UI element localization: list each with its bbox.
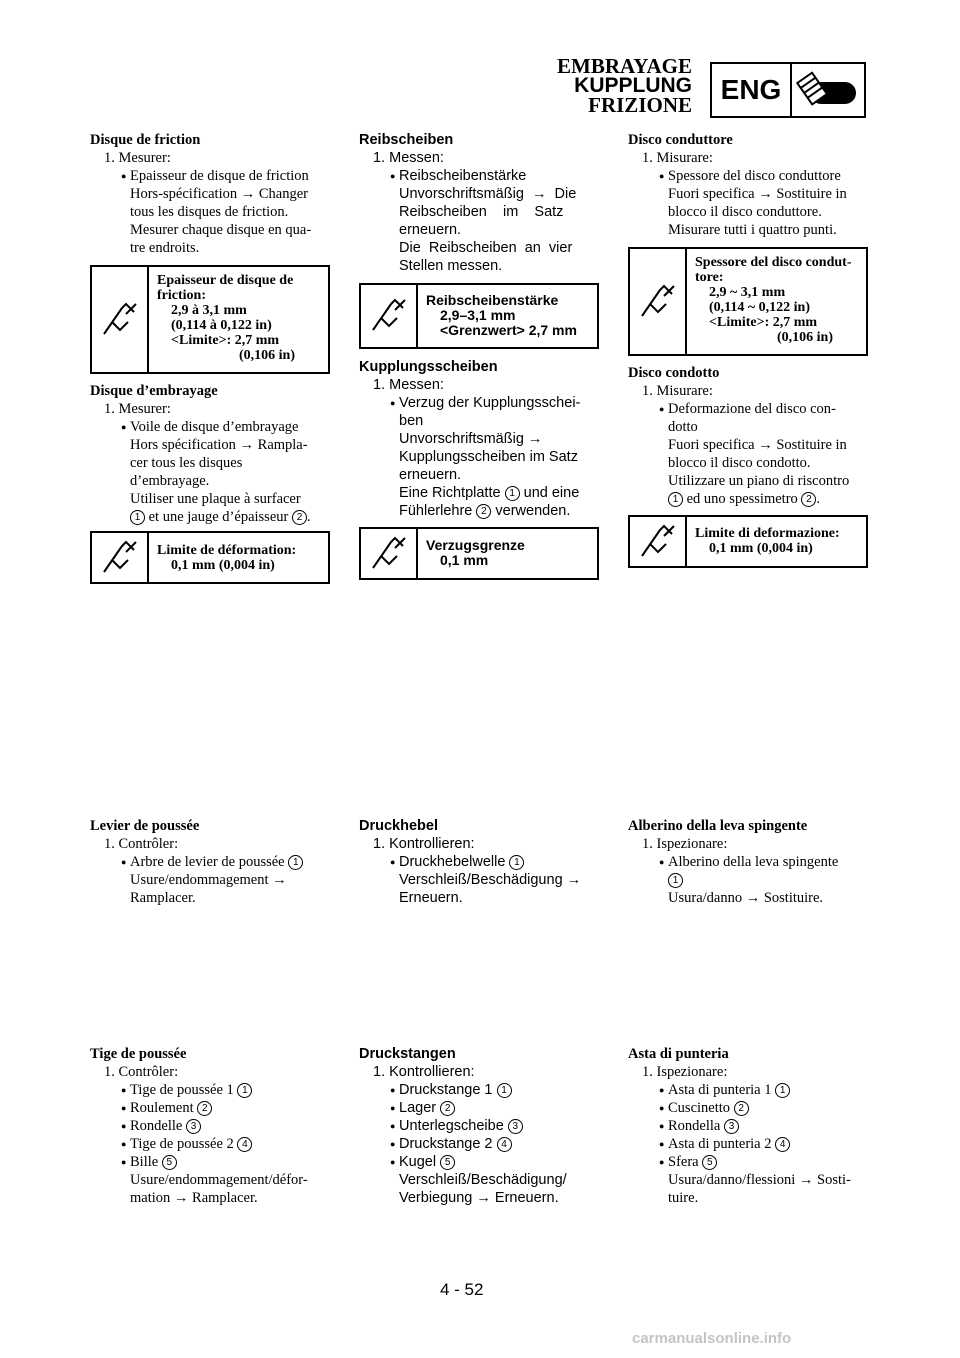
it-spec-thickness xyxy=(628,247,868,356)
it-disc-title: Disco conduttore xyxy=(628,132,733,148)
ref-1: 1 xyxy=(497,1083,512,1098)
it-lever-line: Usura/danno → Sostituire. xyxy=(668,890,824,906)
fr-plate-line: d’embrayage. xyxy=(130,473,210,489)
ref-2: 2 xyxy=(476,504,491,519)
ref-2: 2 xyxy=(197,1101,212,1116)
it-plate-line: 1 ed uno spessimetro 2 . xyxy=(628,490,870,508)
de-plate-bullet: ● Verzug der Kupplungsschei- xyxy=(359,394,601,412)
it-rod-bullet: ● Asta di punteria 2 4 xyxy=(628,1135,870,1153)
de-rod-title: Druckstangen xyxy=(359,1046,456,1062)
de-spec-line: Verzugsgrenze xyxy=(426,537,525,553)
it-disc-line: Misurare tutti i quattro punti. xyxy=(668,222,837,238)
it-disc-step: 1. Misurare: xyxy=(642,150,713,166)
de-disc-line: Die Reibscheiben an vier xyxy=(399,240,573,256)
caliper-icon xyxy=(361,529,418,578)
it-rod-bullet: ● Cuscinetto 2 xyxy=(628,1099,870,1117)
fr-rod-bullet: ● Tige de poussée 2 4 xyxy=(90,1135,332,1153)
ref-3: 3 xyxy=(724,1119,739,1134)
ref-5: 5 xyxy=(702,1155,717,1170)
de-spec-line: <Grenzwert> 2,7 mm xyxy=(440,322,577,338)
fr-spec-line: Epaisseur de disque de xyxy=(157,273,294,288)
ref-1: 1 xyxy=(505,486,520,501)
ref-4: 4 xyxy=(497,1137,512,1152)
de-plate-line: Eine Richtplatte 1 und eine xyxy=(399,485,580,501)
de-rod-bullet: ● Kugel 5 xyxy=(359,1153,601,1171)
it-lever-title: Alberino della leva spingente xyxy=(628,818,808,834)
de-disc-title: Reibscheiben xyxy=(359,132,454,148)
de-plate-line: erneuern. xyxy=(399,467,462,483)
it-friction-disc xyxy=(628,131,870,239)
it-plate-line: Utilizzare un piano di riscontro xyxy=(668,473,850,489)
fr-plate-line: cer tous les disques xyxy=(130,455,243,471)
it-spec-line: (0,106 in) xyxy=(777,330,833,345)
ref-1: 1 xyxy=(130,510,145,525)
caliper-icon xyxy=(92,267,149,372)
it-spec-line: Spessore del disco condut- xyxy=(695,255,852,270)
it-spec-line: Limite di deformazione: xyxy=(695,526,840,541)
de-spec-line: 0,1 mm xyxy=(440,552,489,568)
de-rod-line: Verschleiß/Beschädigung/ xyxy=(399,1172,567,1188)
caliper-icon xyxy=(361,285,418,347)
page-number: 4 - 52 xyxy=(440,1280,484,1299)
fr-spec-line: friction: xyxy=(157,288,206,303)
fr-lever-bullet: ● Arbre de levier de poussée 1 xyxy=(90,853,332,871)
fr-clutch-plate xyxy=(90,382,332,526)
de-lever-line: Verschleiß/Beschädigung → xyxy=(399,872,582,888)
ref-2: 2 xyxy=(292,510,307,525)
de-plate-line: Unvorschriftsmäßig → xyxy=(399,431,543,447)
it-lever-line xyxy=(628,871,870,889)
de-plate-line: Fühlerlehre 2 verwenden. xyxy=(399,503,571,519)
fr-spec-line: Limite de déformation: xyxy=(157,543,297,558)
eng-badge xyxy=(710,62,866,118)
de-lever-line: Erneuern. xyxy=(399,890,463,906)
de-disc-line: Unvorschriftsmäßig → Die xyxy=(399,186,577,202)
de-rod-bullet: ● Druckstange 2 4 xyxy=(359,1135,601,1153)
it-rod-bullet: ● Rondella 3 xyxy=(628,1117,870,1135)
fr-disc-line: tre endroits. xyxy=(130,240,200,256)
it-lever-step: 1. Ispezionare: xyxy=(642,836,728,852)
fr-plate-step: 1. Mesurer: xyxy=(104,401,171,417)
de-rod-bullet: ● Druckstange 1 1 xyxy=(359,1081,601,1099)
it-plate-line: blocco il disco condotto. xyxy=(668,455,811,471)
de-plate-step: 1. Messen: xyxy=(373,377,444,393)
fr-rod-bullet: ● Roulement 2 xyxy=(90,1099,332,1117)
fr-rod-step: 1. Contrôler: xyxy=(104,1064,179,1080)
ref-1: 1 xyxy=(668,873,683,888)
fr-spec-line: (0,106 in) xyxy=(239,348,295,363)
fr-disc-bullet: ● Epaisseur de disque de friction xyxy=(90,167,332,185)
fr-plate-line: 1 et une jauge d’épaisseur 2 . xyxy=(90,508,332,526)
it-spec-line: (0,114 ~ 0,122 in) xyxy=(709,300,811,315)
de-plate-title: Kupplungsscheiben xyxy=(359,359,498,375)
it-spec-line: tore: xyxy=(695,270,724,285)
de-disc-line: Reibscheiben im Satz xyxy=(399,204,564,220)
watermark: carmanualsonline.info xyxy=(632,1330,792,1347)
ref-5: 5 xyxy=(162,1155,177,1170)
ref-1: 1 xyxy=(509,855,524,870)
fr-lever-step: 1. Contrôler: xyxy=(104,836,179,852)
de-rod-bullet: ● Unterlegscheibe 3 xyxy=(359,1117,601,1135)
title-de: KUPPLUNG xyxy=(574,74,692,97)
fr-spec-warpage xyxy=(90,531,330,584)
title-fr: EMBRAYAGE xyxy=(557,54,692,78)
it-plate-title: Disco condotto xyxy=(628,365,720,381)
fr-plate-bullet: ● Voile de disque d’embrayage xyxy=(90,418,332,436)
ref-1: 1 xyxy=(288,855,303,870)
de-plate-line: ben xyxy=(399,413,424,429)
it-plate-line: Fuori specifica → Sostituire in xyxy=(668,437,847,453)
de-spec-line: 2,9–3,1 mm xyxy=(440,307,516,323)
ref-2: 2 xyxy=(801,492,816,507)
fr-friction-disc xyxy=(90,131,332,257)
it-spec-line: <Limite>: 2,7 mm xyxy=(709,315,818,330)
it-disc-line: Fuori specifica → Sostituire in xyxy=(668,186,847,202)
it-disc-line: blocco il disco conduttore. xyxy=(668,204,822,220)
de-push-lever xyxy=(359,817,601,907)
fr-lever-line: Ramplacer. xyxy=(130,890,196,906)
ref-2: 2 xyxy=(440,1101,455,1116)
de-clutch-plate xyxy=(359,358,601,520)
it-rod-title: Asta di punteria xyxy=(628,1046,729,1062)
it-lever-bullet: ● Alberino della leva spingente xyxy=(628,853,870,871)
it-disc-bullet: ● Spessore del disco conduttore xyxy=(628,167,870,185)
de-disc-step: 1. Messen: xyxy=(373,150,444,166)
title-it: FRIZIONE xyxy=(588,93,692,117)
de-spec-line: Reibscheibenstärke xyxy=(426,292,559,308)
fr-spec-thickness xyxy=(90,265,330,374)
it-plate-bullet: ● Deformazione del disco con- xyxy=(628,400,870,418)
caliper-icon xyxy=(92,533,149,582)
it-push-lever xyxy=(628,817,870,907)
ref-4: 4 xyxy=(237,1137,252,1152)
de-plate-line: Kupplungsscheiben im Satz xyxy=(399,449,578,465)
de-disc-line: Stellen messen. xyxy=(399,258,503,274)
fr-rod-bullet: ● Tige de poussée 1 1 xyxy=(90,1081,332,1099)
fr-plate-line: Utiliser une plaque à surfacer xyxy=(130,491,301,507)
ref-4: 4 xyxy=(775,1137,790,1152)
ref-1: 1 xyxy=(237,1083,252,1098)
fr-spec-line: (0,114 à 0,122 in) xyxy=(171,318,272,333)
ref-1: 1 xyxy=(775,1083,790,1098)
fr-rod-line: Usure/endommagement/défor- xyxy=(130,1172,308,1188)
it-rod-step: 1. Ispezionare: xyxy=(642,1064,728,1080)
it-plate-line: dotto xyxy=(668,419,698,435)
fr-spec-line: 0,1 mm (0,004 in) xyxy=(171,558,275,573)
it-rod-bullet: ● Asta di punteria 1 1 xyxy=(628,1081,870,1099)
fr-disc-title: Disque de friction xyxy=(90,132,201,148)
ref-5: 5 xyxy=(440,1155,455,1170)
ref-1: 1 xyxy=(668,492,683,507)
caliper-icon xyxy=(630,517,687,566)
fr-lever-title: Levier de poussée xyxy=(90,818,200,834)
de-lever-title: Druckhebel xyxy=(359,818,438,834)
fr-disc-line: Mesurer chaque disque en qua- xyxy=(130,222,312,238)
fr-plate-line: Hors spécification → Rampla- xyxy=(130,437,308,453)
de-push-rod xyxy=(359,1045,601,1207)
fr-disc-line: tous les disques de friction. xyxy=(130,204,289,220)
it-clutch-plate xyxy=(628,364,870,508)
it-spec-warpage xyxy=(628,515,868,568)
de-friction-disc xyxy=(359,131,601,275)
it-plate-step: 1. Misurare: xyxy=(642,383,713,399)
it-push-rod xyxy=(628,1045,870,1207)
de-disc-bullet: ● Reibscheibenstärke xyxy=(359,167,601,185)
fr-disc-line: Hors-spécification → Changer xyxy=(130,186,308,202)
fr-rod-bullet: ● Rondelle 3 xyxy=(90,1117,332,1135)
it-rod-line: tuire. xyxy=(668,1190,699,1206)
de-rod-line: Verbiegung → Erneuern. xyxy=(399,1190,559,1206)
ref-3: 3 xyxy=(508,1119,523,1134)
fr-lever-line: Usure/endommagement → xyxy=(130,872,287,888)
ref-2: 2 xyxy=(734,1101,749,1116)
fr-push-lever xyxy=(90,817,332,907)
it-rod-bullet: ● Sfera 5 xyxy=(628,1153,870,1171)
fr-spec-line: <Limite>: 2,7 mm xyxy=(171,333,280,348)
de-spec-warpage xyxy=(359,527,599,580)
fr-rod-title: Tige de poussée xyxy=(90,1046,187,1062)
fr-rod-bullet: ● Bille 5 xyxy=(90,1153,332,1171)
fr-spec-line: 2,9 à 3,1 mm xyxy=(171,303,247,318)
it-spec-line: 0,1 mm (0,004 in) xyxy=(709,541,813,556)
engine-tool-icon xyxy=(792,64,864,116)
it-spec-line: 2,9 ~ 3,1 mm xyxy=(709,285,786,300)
de-lever-step: 1. Kontrollieren: xyxy=(373,836,475,852)
fr-disc-step: 1. Mesurer: xyxy=(104,150,171,166)
eng-label: ENG xyxy=(712,64,792,116)
de-rod-step: 1. Kontrollieren: xyxy=(373,1064,475,1080)
caliper-icon xyxy=(630,249,687,354)
de-rod-bullet: ● Lager 2 xyxy=(359,1099,601,1117)
de-lever-bullet: ● Druckhebelwelle 1 xyxy=(359,853,601,871)
fr-rod-line: mation → Ramplacer. xyxy=(130,1190,258,1206)
fr-push-rod xyxy=(90,1045,332,1207)
ref-3: 3 xyxy=(186,1119,201,1134)
de-disc-line: erneuern. xyxy=(399,222,462,238)
it-rod-line: Usura/danno/flessioni → Sosti- xyxy=(668,1172,851,1188)
de-spec-thickness xyxy=(359,283,599,349)
fr-plate-title: Disque d’embrayage xyxy=(90,383,218,399)
